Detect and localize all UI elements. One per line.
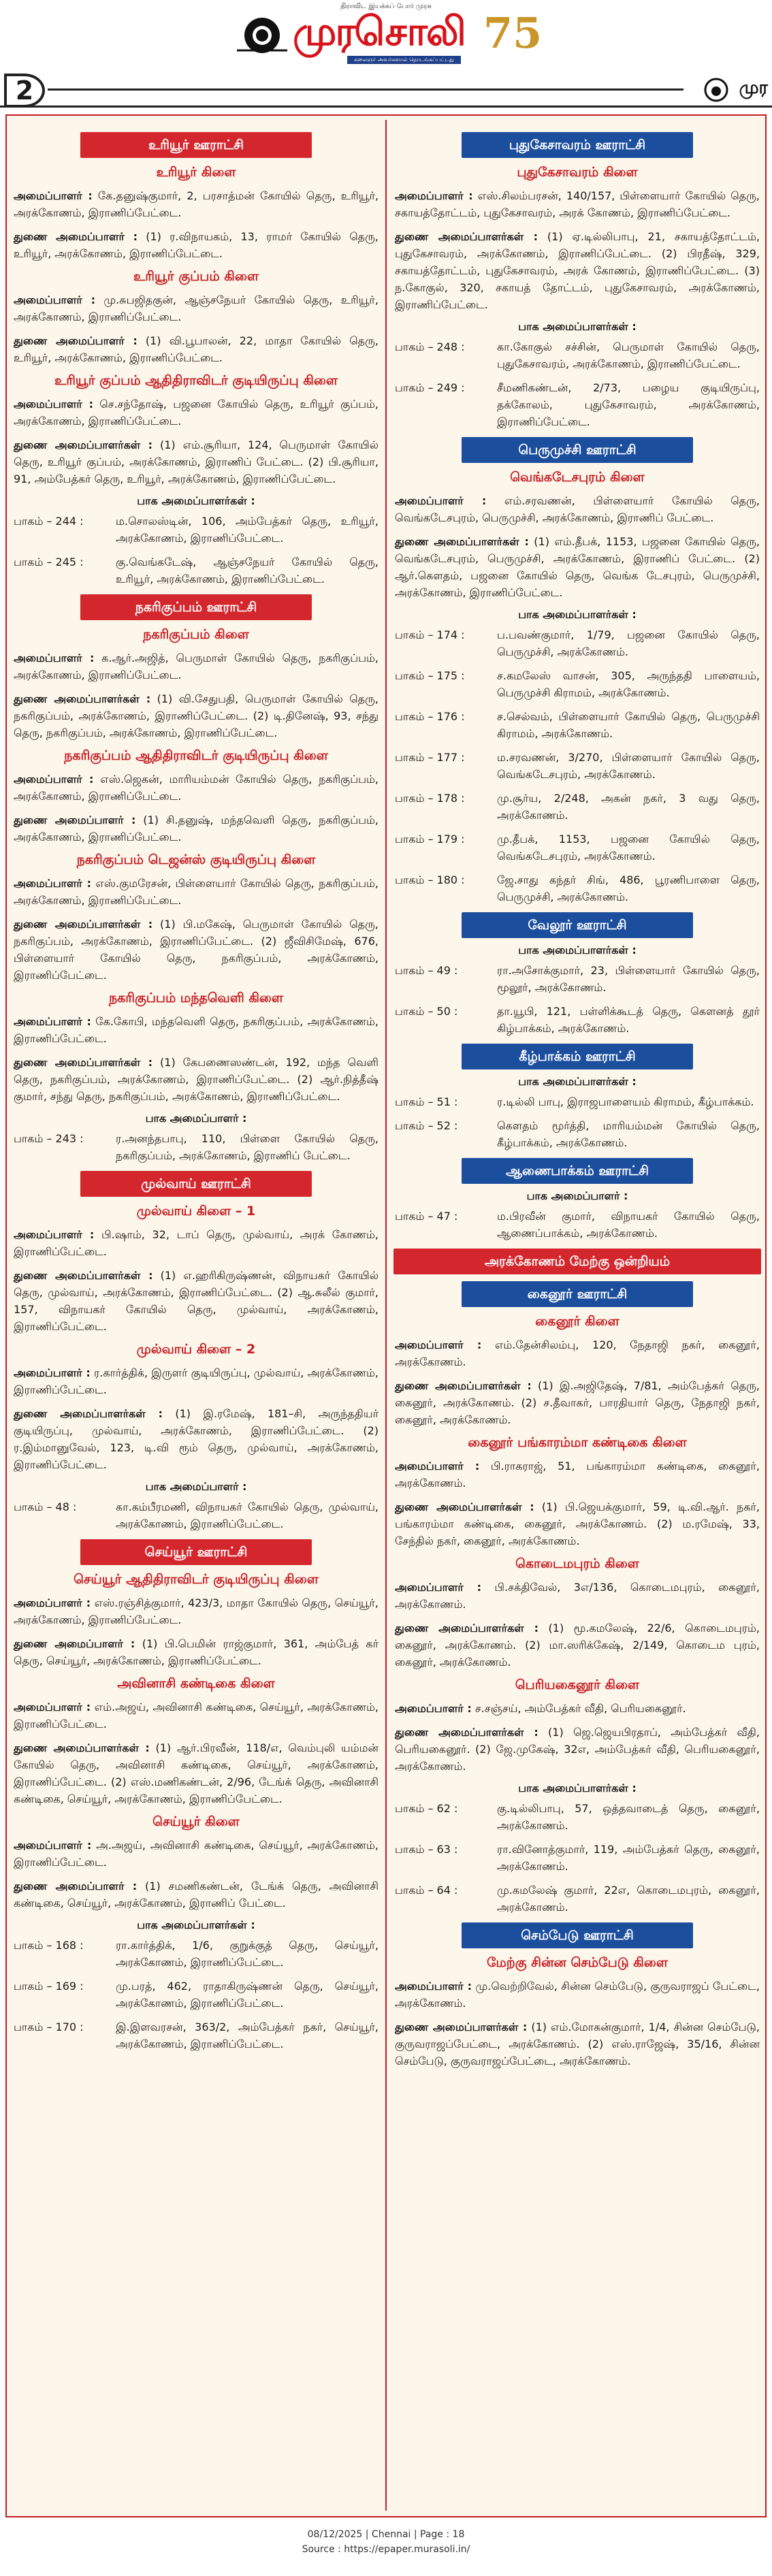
- right-column: [392, 125, 762, 2076]
- masthead-tagline: திராவிட இயக்கப் போர் முரசு: [340, 3, 432, 10]
- masthead-subtitle: கலைஞர் அவர்களால் தொடங்கப்பட்டது: [347, 56, 461, 64]
- header-brand-fragment: முர: [739, 78, 768, 98]
- masthead-title: முரசொலி: [293, 8, 465, 54]
- booth-row: பாகம் – 243 : ர.அனந்தபாபு, 110, பிள்ளை கோயில் தெரு, நகரிகுப்பம், அரக்கோணம், இராணிப் பேட்டை.: [14, 1132, 379, 1162]
- branch-heading: புதுகேசாவரம் கிளை: [517, 165, 638, 180]
- header-rule: [48, 88, 683, 91]
- branch-heading: முல்வாய் கிளை – 1: [136, 1204, 256, 1219]
- booth-label: பாக அமைப்பாளர் :: [526, 1189, 628, 1202]
- branch-heading: நகரிகுப்பம் மந்தவெளி கிளை: [108, 991, 284, 1005]
- booth-row: பாகம் – 174 : ப.பவண்குமார், 1/79, பஜனை கோயில் தெரு, பெருமுச்சி, அரக்கோணம்.: [395, 628, 760, 658]
- branch-heading: கொடைமபுரம் கிளை: [515, 1556, 639, 1571]
- branch-heading: செய்யூர் ஆதிதிராவிடர் குடியிருப்பு கிளை: [74, 1572, 319, 1587]
- masthead: [0, 0, 772, 65]
- organizer-entry: அமைப்பாளர் : எம்.அஜய், அவினாசி கண்டிகை, செய்யூர், அரக்கோணம், இராணிப்பேட்டை.: [14, 1701, 379, 1730]
- organizer-entry: அமைப்பாளர் : பி.ஷாம், 32, டாப் தெரு, முல்வாய், அரக் கோணம், இராணிப்பேட்டை.: [14, 1228, 379, 1258]
- branch-heading: மேற்கு சின்ன செம்பேடு கிளை: [487, 1955, 668, 1970]
- booth-row: பாகம் – 169 : மு.பரத், 462, ராதாகிருஷ்ணன் தெரு, செய்யூர், அரக்கோணம், இராணிப்பேட்டை.: [14, 1980, 379, 2010]
- booth-row: பாகம் – 180 : ஜே.சாது கந்தர் சிங், 486, பூரணிபாளை தெரு, பெருமுச்சி, அரக்கோணம்.: [395, 873, 760, 903]
- branch-heading: பெரியகைனூர் கிளை: [515, 1677, 640, 1692]
- deputy-entry: துணை அமைப்பாளர்கள் : (1) எம்.சூரியா, 124, பெருமாள் கோயில் தெரு, உரியூர் குப்பம், அரக்கோணம், இராணிப் பேட்டை. (2) பி.சூரியா, 91, அம்பேத்கர் தெரு, உரியூர், அரக்கோணம், இராணிப்பேட்டை.: [14, 438, 379, 485]
- anniversary-75-badge: [477, 5, 545, 60]
- booth-label: பாக அமைப்பாளர்கள் :: [518, 944, 637, 956]
- deputy-entry: துணை அமைப்பாளர்கள் : (1) எ.ஹரிகிருஷ்ணன், விநாயகர் கோயில் தெரு, முல்வாய், அரக்கோணம், இராணிப்பேட்டை. (2) ஆ.சுலீல் குமார், 157, விநாயகர் கோயில் தெரு, முல்வாய், அரக்கோணம், இராணிப்பேட்டை.: [14, 1269, 379, 1333]
- rising-sun-logo-icon: [231, 10, 293, 57]
- section-heading: செய்யூர் ஊராட்சி: [80, 1539, 312, 1565]
- booth-row: பாகம் – 168 : ரா.கார்த்திக், 1/6, குறுக்குத் தெரு, செய்யூர், அரக்கோணம், இராணிப்பேட்டை.: [14, 1939, 379, 1969]
- section-heading: உரியூர் ஊராட்சி: [80, 132, 312, 158]
- deputy-entry: துணை அமைப்பாளர்கள் : (1) ஜெ.ஜெயபிரதாப், அம்பேத்கர் வீதி, பெரியகைனூர். (2) ஜே.முகேஷ், 32எ, அம்பேத்கர் வீதி, பெரியகைனூர், அரக்கோணம்.: [395, 1726, 760, 1773]
- organizer-entry: அமைப்பாளர் : ர.கார்த்திக், இருளர் குடியிருப்பு, முல்வாய், அரக்கோணம், இராணிப்பேட்டை.: [14, 1366, 379, 1396]
- section-heading: செம்பேடு ஊராட்சி: [462, 1922, 693, 1948]
- branch-heading: உரியூர் குப்பம் ஆதிதிராவிடர் குடியிருப்பு கிளை: [54, 373, 338, 388]
- deputy-entry: துணை அமைப்பாளர்கள் : (1) வி.சேதுபதி, பெருமாள் கோயில் தெரு, நகரிகுப்பம், அரக்கோணம், இராணிப்பேட்டை. (2) டி.தினேஷ், 93, சந்து தெரு, நகரிகுப்பம், அரக்கோணம், இராணிப்பேட்டை.: [14, 692, 379, 739]
- branch-heading: செய்யூர் கிளை: [152, 1814, 240, 1829]
- organizer-entry: அமைப்பாளர் : அ.அஜய், அவினாசி கண்டிகை, செய்யூர், அரக்கோணம், இராணிப்பேட்டை.: [14, 1839, 379, 1869]
- deputy-entry: துணை அமைப்பாளர் : (1) சமணிகண்டன், டேங்க் தெரு, அவினாசி கண்டிகை, செய்யூர், அரக்கோணம், இராணிப் பேட்டை.: [14, 1880, 379, 1910]
- booth-row: பாகம் – 249 : சீமணிகண்டன், 2/73, பழைய குடியிருப்பு, தக்கோலம், புதுகேசாவரம், அரக்கோணம், இராணிப்பேட்டை.: [395, 381, 760, 428]
- branch-heading: நகரிகுப்பம் ஆதிதிராவிடர் குடியிருப்பு கிளை: [64, 748, 328, 763]
- booth-row: பாகம் – 244 : ம.சொலஸ்டின், 106, அம்பேத்கர் தெரு, உரியூர், அரக்கோணம், இராணிப்பேட்டை.: [14, 515, 379, 545]
- organizer-entry: அமைப்பாளர் : செ.சந்தோஷ், பஜனை கோயில் தெரு, உரியூர் குப்பம், அரக்கோணம், இராணிப்பேட்டை.: [14, 398, 379, 428]
- column-divider: [385, 120, 387, 2511]
- organizer-entry: அமைப்பாளர் : எஸ்.ஜெகன், மாரியம்மன் கோயில் தெரு, நகரிகுப்பம், அரக்கோணம், இராணிப்பேட்டை.: [14, 773, 379, 803]
- footer-date-line: 08/12/2025 | Chennai | Page : 18: [307, 2529, 465, 2540]
- booth-label: பாக அமைப்பாளர்கள் :: [518, 1075, 637, 1088]
- deputy-entry: துணை அமைப்பாளர்கள் : (1) இ.ரமேஷ், 181–சி, அருந்ததியர் குடியிருப்பு, முல்வாய், அரக்கோணம், இராணிப்பேட்டை. (2) ர.இம்மானுவேல், 123, டி.வி ரூம் தெரு, முல்வாய், அரக்கோணம், இராணிப்பேட்டை.: [14, 1407, 379, 1471]
- booth-row: பாகம் – 175 : ச.கமலேஸ் வாசன், 305, அருந்ததி பாளையம், பெருமுச்சி கிராமம், அரக்கோணம்.: [395, 669, 760, 699]
- deputy-entry: துணை அமைப்பாளர்கள் : (1) ஆர்.பிரவீன், 118/எ, வெம்புலி யம்மன் கோயில் தெரு, அவினாசி கண்டிகை, செய்யூர், அரக்கோணம், இராணிப்பேட்டை. (2) எஸ்.மணிகண்டன், 2/96, டேங்க் தெரு, அவினாசி கண்டிகை, செய்யூர், அரக்கோணம், இராணிப்பேட்டை.: [14, 1741, 379, 1805]
- organizer-entry: அமைப்பாளர் : மு.வெற்றிவேல், சின்ன செம்பேடு, குருவராஜப் பேட்டை, அரக்கோணம்.: [395, 1980, 760, 2010]
- booth-label: பாக அமைப்பாளர்கள் :: [137, 494, 255, 507]
- organizer-entry: அமைப்பாளர் : கே.கோபி, மந்தவெளி தெரு, நகரிகுப்பம், அரக்கோணம், இராணிப்பேட்டை.: [14, 1015, 379, 1045]
- booth-label: பாக அமைப்பாளர்கள் :: [518, 1782, 637, 1794]
- organizer-entry: அமைப்பாளர் : ச.சஞ்சய், அம்பேத்கர் வீதி, பெரியகைனூர்.: [395, 1702, 686, 1715]
- organizer-entry: அமைப்பாளர் : எஸ்.சிலம்பரசன், 140/157, பிள்ளையார் கோயில் தெரு, சகாயத்தோட்டம், புதுகேசாவரம், அரக் கோணம், இராணிப்பேட்டை.: [395, 189, 760, 219]
- booth-row: பாகம் – 49 : ரா.அசோக்குமார், 23, பிள்ளையார் கோயில் தெரு, மூலூர், அரக்கோணம்.: [395, 964, 760, 994]
- deputy-entry: துணை அமைப்பாளர்கள் : (1) பி.ஜெயக்குமார், 59, டி.வி.ஆர். நகர், பங்காரம்மா கண்டிகை, கைனூர், அரக்கோணம். (2) ம.ரமேஷ், 33, சேந்தில் நகர், கைனூர், அரக்கோணம்.: [395, 1500, 760, 1547]
- booth-row: பாகம் – 248 : கா.கோகுல் சச்சின், பெருமாள் கோயில் தெரு, புதுகேசாவரம், அரக்கோணம், இராணிப்பேட்டை.: [395, 340, 760, 370]
- booth-row: பாகம் – 176 : ச.செல்வம், பிள்ளையார் கோயில் தெரு, பெருமுச்சி கிராமம், அரக்கோணம்.: [395, 710, 760, 740]
- left-column: [11, 125, 381, 2059]
- booth-row: பாகம் – 179 : மு.தீபக், 1153, பஜனை கோயில் தெரு, வெங்கடேசபுரம், அரக்கோணம்.: [395, 833, 760, 863]
- deputy-entry: துணை அமைப்பாளர் : (1) வி.பூபாலன், 22, மாதா கோயில் தெரு, உரியூர், அரக்கோணம், இராணிப்பேட்டை.: [14, 334, 379, 364]
- booth-label: பாக அமைப்பாளர்கள் :: [518, 608, 637, 621]
- section-heading: நகரிகுப்பம் ஊராட்சி: [80, 594, 312, 620]
- deputy-entry: துணை அமைப்பாளர்கள் : (1) மூ.கமலேஷ், 22/6, கொடைமபுரம், கைனூர், அரக்கோணம். (2) மா.ஸரிக்கேஷ், 2/149, கொடைம புரம், கைனூர், அரக்கோணம்.: [395, 1622, 760, 1669]
- page-number: 2: [4, 74, 45, 108]
- booth-label: பாக அமைப்பாளர் :: [145, 1480, 247, 1493]
- section-heading: கைனூர் ஊராட்சி: [462, 1281, 693, 1307]
- section-heading: கீழ்பாக்கம் ஊராட்சி: [462, 1044, 693, 1069]
- branch-heading: நகரிகுப்பம் கிளை: [143, 627, 249, 642]
- branch-heading: உரியூர் குப்பம் கிளை: [133, 269, 259, 284]
- booth-row: பாகம் – 48 : கா.கம்பீரமணி, விநாயகர் கோயில் தெரு, முல்வாய், அரக்கோணம், இராணிப்பேட்டை.: [14, 1500, 379, 1530]
- organizer-entry: அமைப்பாளர் : எம்.தேன்சிலம்பு, 120, நேதாஜி நகர், கைனூர், அரக்கோணம்.: [395, 1338, 760, 1368]
- deputy-entry: துணை அமைப்பாளர்கள் : (1) எம்.தீபக், 1153, பஜனை கோயில் தெரு, வெங்கடேசபுரம், பெருமுச்சி, அரக்கோணம், இராணிப் பேட்டை. (2) ஆர்.கௌதம், பஜனை கோயில் தெரு, வெங்க டேசபுரம், பெருமுச்சி, அரக்கோணம், இராணிப்பேட்டை.: [395, 535, 760, 599]
- deputy-entry: துணை அமைப்பாளர்கள் : (1) எம்.மோகன்குமார், 1/4, சின்ன செம்பேடு, குருவராஜப்பேட்டை, அரக்கோணம். (2) எஸ்.ராஜேஷ், 35/16, சின்ன செம்பேடு, குருவராஜப்பேட்டை, அரக்கோணம்.: [395, 2020, 760, 2067]
- booth-row: பாகம் – 50 : தா.யூபி, 121, பள்ளிக்கூடத் தெரு, கௌனத் தூர் கிழ்பாக்கம், அரக்கோணம்.: [395, 1005, 760, 1035]
- booth-label: பாக அமைப்பாளர்கள் :: [137, 1918, 255, 1931]
- deputy-entry: துணை அமைப்பாளர்கள் : (1) கேபணைஸண்டன், 192, மந்த வெளி தெரு, நகரிகுப்பம், அரக்கோணம், இராணிப்பேட்டை. (2) ஆர்.நித்தீஷ் குமார், சந்து தெரு, நகரிகுப்பம், அரக்கோணம், இராணிப்பேட்டை.: [14, 1056, 379, 1103]
- article-frame: [5, 114, 767, 2517]
- booth-row: பாகம் – 47 : ம.பிரவீன் குமார், விநாயகர் கோயில் தெரு, ஆணைப்பாக்கம், அரக்கோணம்.: [395, 1210, 760, 1240]
- section-heading: புதுகேசாவரம் ஊராட்சி: [462, 132, 693, 158]
- section-heading: பெருமுச்சி ஊராட்சி: [462, 437, 693, 463]
- booth-row: பாகம் – 51 : ர.டில்லி பாபு, இராஜபாளையம் கிராமம், கீழ்பாக்கம்.: [395, 1095, 754, 1108]
- branch-heading: வெங்கடேசபுரம் கிளை: [510, 470, 645, 485]
- footer-source-link[interactable]: Source : https://epaper.murasoli.in/: [302, 2544, 470, 2555]
- deputy-entry: துணை அமைப்பாளர் : (1) பி.பெமின் ராஜ்குமார், 361, அம்பேத் கர் தெரு, செய்யூர், அரக்கோணம், இராணிப்பேட்டை.: [14, 1637, 379, 1667]
- booth-row: பாகம் – 62 : கு.டில்லிபாபு, 57, ஒத்தவாடைத் தெரு, கைனூர், அரக்கோணம்.: [395, 1802, 760, 1832]
- booth-label: பாக அமைப்பாளர்கள் :: [518, 320, 637, 333]
- booth-row: பாகம் – 64 : மு.கமலேஷ் குமார், 22எ, கொடைமபுரம், கைனூர், அரக்கோணம்.: [395, 1884, 760, 1914]
- branch-heading: உரியூர் கிளை: [156, 165, 236, 180]
- deputy-entry: துணை அமைப்பாளர் : (1) சி.தனுஷ், மந்தவெளி தெரு, நகரிகுப்பம், அரக்கோணம், இராணிப்பேட்டை.: [14, 814, 379, 843]
- branch-heading: முல்வாய் கிளை – 2: [136, 1342, 256, 1357]
- deputy-entry: துணை அமைப்பாளர் : (1) ர.விநாயகம், 13, ராமர் கோயில் தெரு, உரியூர், அரக்கோணம், இராணிப்பேட்டை.: [14, 230, 379, 260]
- booth-row: பாகம் – 178 : மு.சூர்ய, 2/248, அகன் நகர், 3 வது தெரு, அரக்கோணம்.: [395, 792, 760, 822]
- booth-label: பாக அமைப்பாளர் :: [145, 1112, 247, 1125]
- booth-row: பாகம் – 245 : கு.வெங்கடேஷ், ஆஞ்சநேயர் கோயில் தெரு, உரியூர், அரக்கோணம், இராணிப்பேட்டை.: [14, 556, 379, 585]
- organizer-entry: அமைப்பாளர் : எஸ்.குமரேசன், பிள்ளையார் கோயில் தெரு, நகரிகுப்பம், அரக்கோணம், இராணிப்பேட்டை.: [14, 877, 379, 907]
- deputy-entry: துணை அமைப்பாளர்கள் : (1) பி.மகேஷ், பெருமாள் கோயில் தெரு, நகரிகுப்பம், அரக்கோணம், இராணிப்பேட்டை. (2) ஜீவிசிமேஷ், 676, பிள்ளையார் கோயில் தெரு, நகரிகுப்பம், அரக்கோணம், இராணிப்பேட்டை.: [14, 918, 379, 982]
- deputy-entry: துணை அமைப்பாளர்கள் : (1) ஏ.டில்லிபாபு, 21, சகாயத்தோட்டம், புதுகேசாவரம், அரக்கோணம், இராணிப்பேட்டை. (2) பிரதீஷ், 329, சகாயத்தோட்டம், புதுகேசாவரம், அரக் கோணம், இராணிப்பேட்டை. (3) ந.கோகுல், 320, சகாயத் தோட்டம், புதுகேசாவரம், அரக்கோணம், இராணிப்பேட்டை.: [395, 230, 760, 311]
- branch-heading: அவினாசி கண்டிகை கிளை: [117, 1676, 275, 1691]
- section-heading: முல்வாய் ஊராட்சி: [80, 1171, 312, 1197]
- branch-heading: கைனூர் கிளை: [535, 1314, 620, 1329]
- organizer-entry: அமைப்பாளர் : க.ஆர்.அஜித், பெருமாள் கோயில் தெரு, நகரிகுப்பம், அரக்கோணம், இராணிப்பேட்டை.: [14, 651, 379, 681]
- branch-heading: நகரிகுப்பம் டெஜன்ஸ் குடியிருப்பு கிளை: [76, 852, 316, 867]
- page-footer: [0, 2527, 772, 2557]
- booth-row: பாகம் – 63 : ரா.வினோத்குமார், 119, அம்பேத்கர் தெரு, கைனூர், அரக்கோணம்.: [395, 1843, 760, 1873]
- organizer-entry: அமைப்பாளர் : மு.சுபஜிதகுன், ஆஞ்சநேயர் கோயில் தெரு, உரியூர், அரக்கோணம், இராணிப்பேட்டை.: [14, 293, 379, 323]
- section-heading: வேலூர் ஊராட்சி: [462, 912, 693, 938]
- deputy-entry: துணை அமைப்பாளர்கள் : (1) இ.அஜிதேஷ், 7/81, அம்பேத்கர் தெரு, கைனூர், அரக்கோணம். (2) ச.தீவாகர், பாரதியார் தெரு, நேதாஜி நகர், கைனூர், அரக்கோணம்.: [395, 1379, 760, 1426]
- organizer-entry: அமைப்பாளர் : பி.சக்திவேல், 3எ/136, கொடைமபுரம், கைனூர், அரக்கோணம்.: [395, 1581, 760, 1611]
- booth-row: பாகம் – 177 : ம.சரவணன், 3/270, பிள்ளையார் கோயில் தெரு, வெங்கடேசபுரம், அரக்கோணம்.: [395, 751, 760, 781]
- booth-row: பாகம் – 52 : கௌதம் மூர்த்தி, மாரியம்மன் கோயில் தெரு, கீழ்பாக்கம், அரக்கோணம்.: [395, 1119, 760, 1149]
- rising-sun-small-icon: [703, 76, 730, 103]
- organizer-entry: அமைப்பாளர் : பி.ராகராஜ், 51, பங்காரம்மா கண்டிகை, கைனூர், அரக்கோணம்.: [395, 1460, 760, 1490]
- organizer-entry: அமைப்பாளர் : எஸ்.ரஞ்சித்குமார், 423/3, மாதா கோயில் தெரு, செய்யூர், அரக்கோணம், இராணிப்பேட்டை.: [14, 1596, 379, 1626]
- anniversary-number: 75: [483, 8, 543, 58]
- page-header-bar: [0, 74, 772, 108]
- booth-row: பாகம் – 170 : இ.இளவரசன், 363/2, அம்பேத்கர் நகர், செய்யூர், அரக்கோணம், இராணிப்பேட்டை.: [14, 2020, 379, 2050]
- organizer-entry: அமைப்பாளர் : எம்.சரவணன், பிள்ளையார் கோயில் தெரு, வெங்கடேசபுரம், பெருமுச்சி, அரக்கோணம், இராணிப் பேட்டை.: [395, 494, 760, 524]
- organizer-entry: அமைப்பாளர் : கே.தனுஷ்குமார், 2, பரசாத்மன் கோயில் தெரு, உரியூர், அரக்கோணம், இராணிப்பேட்டை.: [14, 189, 379, 219]
- union-heading: அரக்கோணம் மேற்கு ஒன்றியம்: [393, 1249, 761, 1274]
- section-heading: ஆணைபாக்கம் ஊராட்சி: [462, 1158, 693, 1184]
- branch-heading: கைனூர் பங்காரம்மா கண்டிகை கிளை: [468, 1435, 687, 1450]
